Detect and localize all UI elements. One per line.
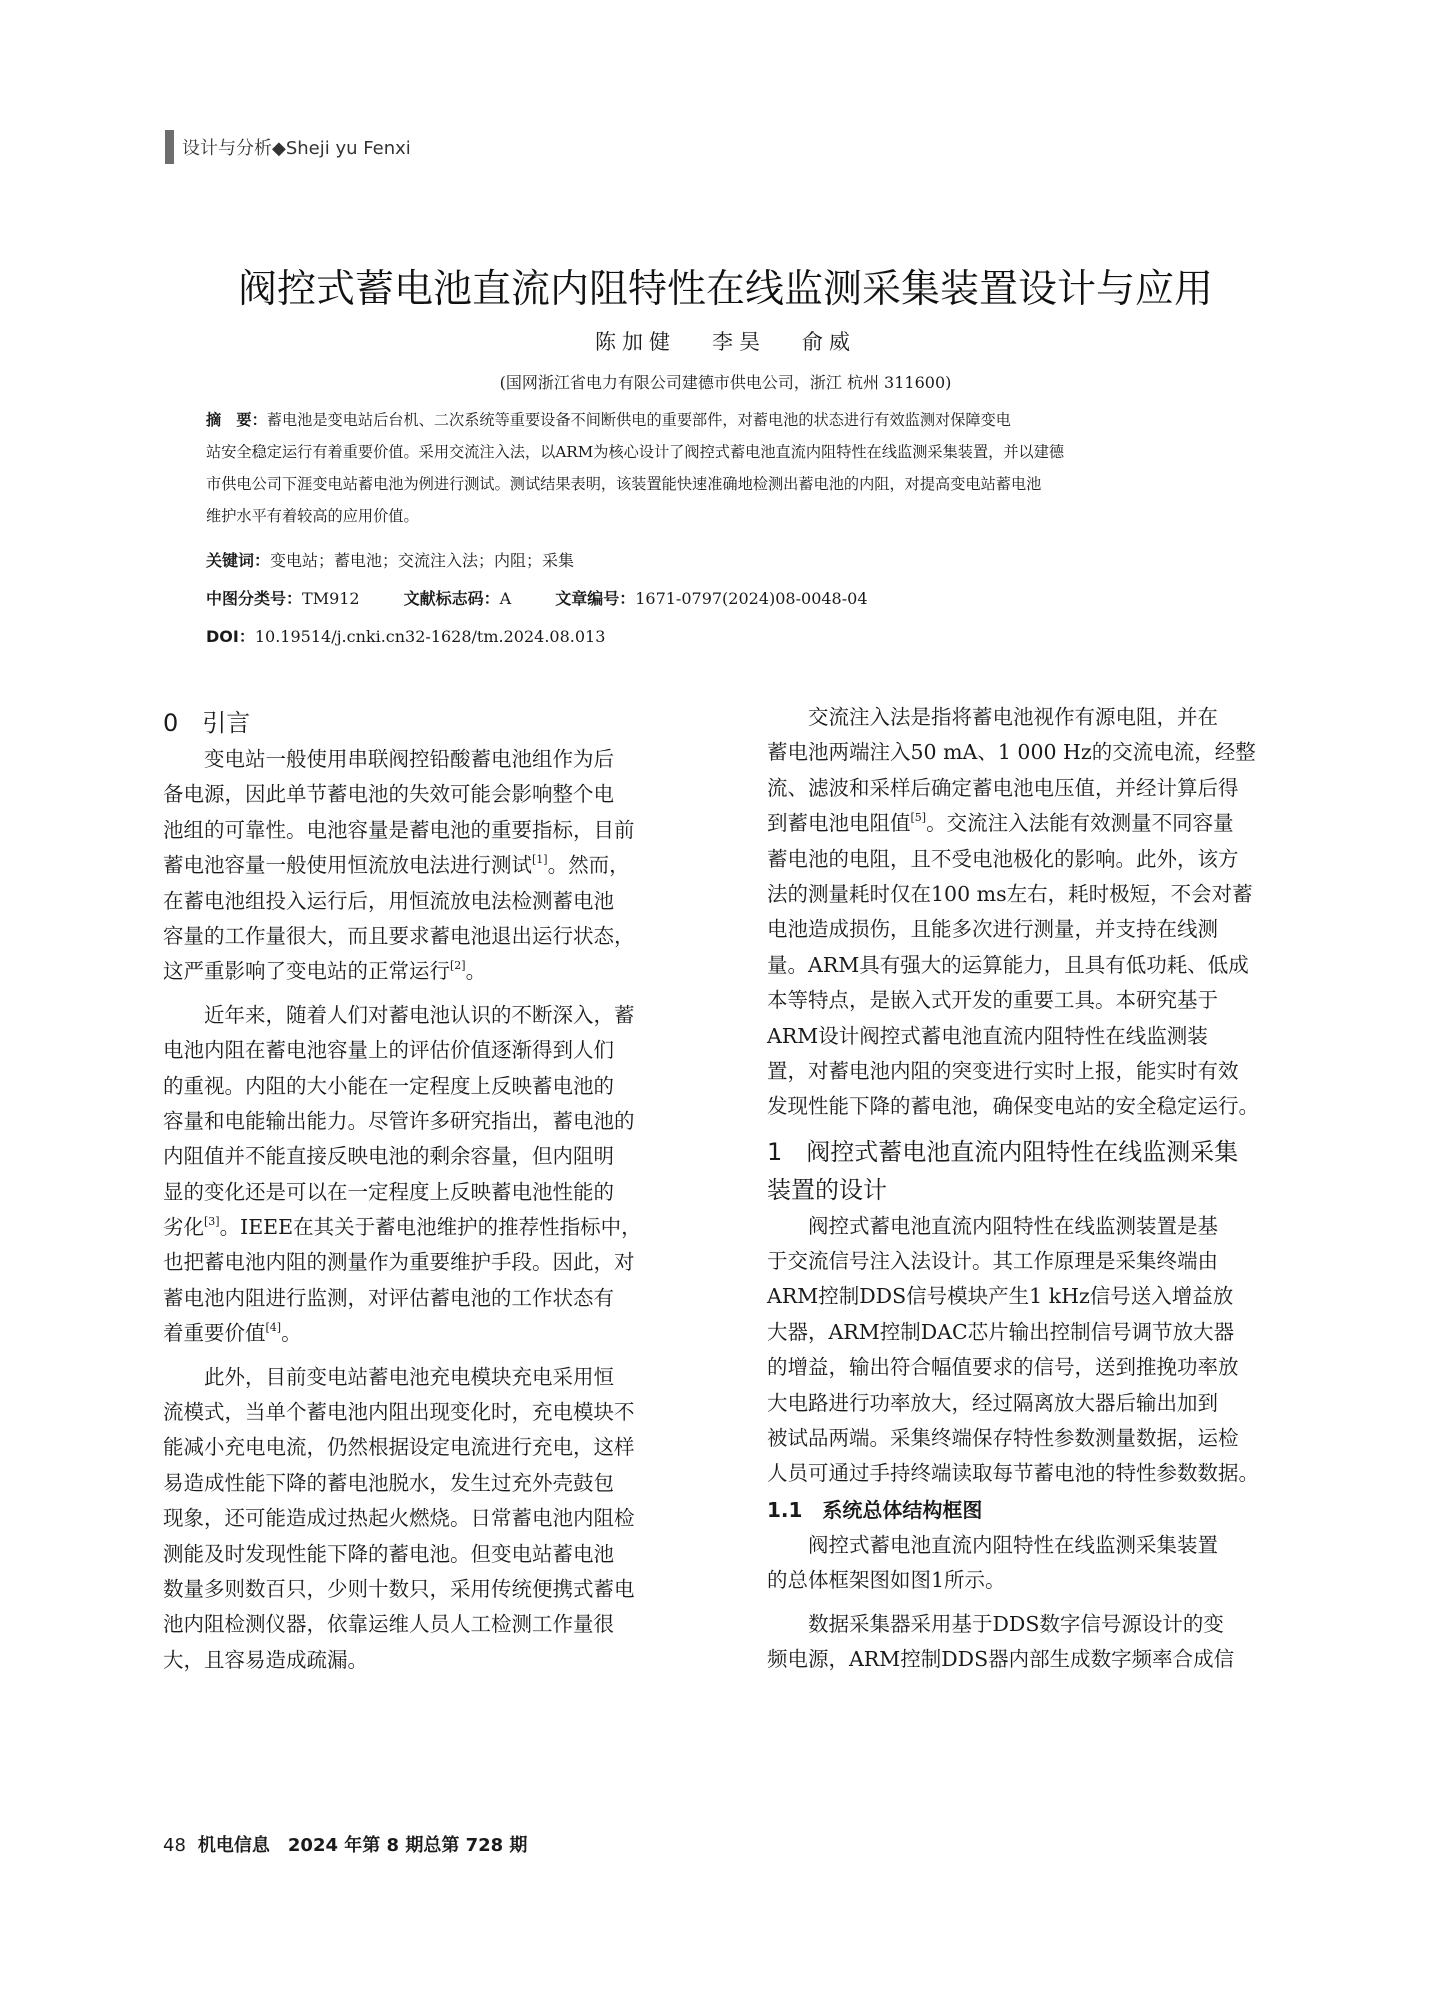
text-line: 大电路进行功率放大，经过隔离放大器后输出加到 bbox=[767, 1390, 1218, 1415]
abstract-line: 站安全稳定运行有着重要价值。采用交流注入法，以ARM为核心设计了阀控式蓄电池直流内阻特性在线监测采集装置，并以建德 bbox=[206, 443, 1065, 461]
text-line: 大，且容易造成疏漏。 bbox=[163, 1647, 368, 1672]
journal-info: 机电信息 2024 年第 8 期总第 728 期 bbox=[197, 1835, 528, 1856]
text-line: 池组的可靠性。电池容量是蓄电池的重要指标，目前 bbox=[163, 817, 635, 842]
text-line: 蓄电池两端注入50 mA、1 000 Hz的交流电流，经整 bbox=[767, 740, 1256, 765]
header-bar bbox=[165, 130, 174, 164]
text-line: 变电站一般使用串联阀控铅酸蓄电池组作为后 bbox=[204, 747, 614, 771]
text-line: ARM控制DDS信号模块产生1 kHz信号送入增益放 bbox=[767, 1284, 1234, 1309]
doi-value: 10.19514/j.cnki.cn32-1628/tm.2024.08.013 bbox=[254, 627, 606, 646]
section-header bbox=[165, 130, 411, 164]
classification bbox=[206, 586, 868, 609]
text-line: 容量和电能输出能力。尽管许多研究指出，蓄电池的 bbox=[163, 1108, 635, 1133]
keywords bbox=[206, 548, 574, 571]
text-line: 内阻值并不能直接反映电池的剩余容量，但内阻明 bbox=[163, 1144, 614, 1169]
text-line: 近年来，随着人们对蓄电池认识的不断深入，蓄 bbox=[204, 1002, 635, 1027]
text-line: 电池内阻在蓄电池容量上的评估价值逐渐得到人们 bbox=[163, 1038, 614, 1063]
text-line: 蓄电池的电阻，且不受电池极化的影响。此外，该方 bbox=[767, 846, 1239, 871]
text-line: ARM设计阀控式蓄电池直流内阻特性在线监测装 bbox=[767, 1023, 1208, 1048]
text-line: 此外，目前变电站蓄电池充电模块充电采用恒 bbox=[204, 1364, 614, 1389]
doi bbox=[206, 624, 605, 647]
clc-label: 中图分类号： bbox=[206, 589, 303, 608]
citation-ref: [2] bbox=[450, 959, 466, 973]
text-line bbox=[163, 1316, 733, 1351]
text-line: 数量多则数百只，少则十数只，采用传统便携式蓄电 bbox=[163, 1576, 635, 1601]
text-line: 显的变化还是可以在一定程度上反映蓄电池性能的 bbox=[163, 1179, 614, 1204]
text-line: 数据采集器采用基于DDS数字信号源设计的变 bbox=[808, 1611, 1224, 1636]
text: 蓄电池容量一般使用恒流放电法进行测试 bbox=[163, 853, 532, 878]
text: 。然而， bbox=[547, 853, 630, 878]
section-label: 设计与分析◆Sheji yu Fenxi bbox=[182, 138, 411, 159]
text-line: 发现性能下降的蓄电池，确保变电站的安全稳定运行。 bbox=[767, 1094, 1259, 1119]
text-line: 的增益，输出符合幅值要求的信号，送到推挽功率放 bbox=[767, 1355, 1239, 1380]
right-column bbox=[767, 700, 1337, 1677]
text-line: 置，对蓄电池内阻的突变进行实时上报，能实时有效 bbox=[767, 1058, 1239, 1083]
page-footer bbox=[163, 1831, 527, 1857]
text: 这严重影响了变电站的正常运行 bbox=[163, 959, 450, 984]
clc-value: TM912 bbox=[302, 589, 360, 608]
text-line: 量。ARM具有强大的运算能力，且具有低功耗、低成 bbox=[767, 952, 1249, 977]
doc-code-value: A bbox=[499, 589, 512, 608]
doc-code-label: 文献标志码： bbox=[403, 589, 500, 608]
text-line: 测能及时发现性能下降的蓄电池。但变电站蓄电池 bbox=[163, 1541, 614, 1566]
text-line: 现象，还可能造成过热起火燃烧。日常蓄电池内阻检 bbox=[163, 1506, 635, 1531]
text-line: 在蓄电池组投入运行后，用恒流放电法检测蓄电池 bbox=[163, 888, 614, 913]
text-line: 流模式，当单个蓄电池内阻出现变化时，充电模块不 bbox=[163, 1400, 635, 1425]
author-1: 陈加健 bbox=[595, 330, 676, 354]
left-column bbox=[163, 704, 733, 1678]
text-line: 大器，ARM控制DAC芯片输出控制信号调节放大器 bbox=[767, 1319, 1235, 1344]
keywords-label: 关键词： bbox=[206, 551, 271, 570]
text-line: 流、滤波和采样后确定蓄电池电压值，并经计算后得 bbox=[767, 775, 1239, 800]
text-line: 阀控式蓄电池直流内阻特性在线监测采集装置 bbox=[808, 1532, 1218, 1557]
abstract bbox=[206, 404, 1331, 532]
text-line: 能减小充电电流，仍然根据设定电流进行充电，这样 bbox=[163, 1435, 635, 1460]
text-line bbox=[163, 954, 733, 989]
text-line: 蓄电池内阻进行监测，对评估蓄电池的工作状态有 bbox=[163, 1285, 614, 1310]
keywords-text: 变电站；蓄电池；交流注入法；内阻；采集 bbox=[270, 551, 575, 570]
text-line: 本等特点，是嵌入式开发的重要工具。本研究基于 bbox=[767, 988, 1218, 1013]
text-line: 阀控式蓄电池直流内阻特性在线监测装置是基 bbox=[808, 1213, 1218, 1238]
citation-ref: [4] bbox=[265, 1321, 282, 1335]
text: 着重要价值 bbox=[163, 1321, 266, 1346]
citation-ref: [5] bbox=[910, 811, 927, 825]
abstract-line: 市供电公司下涯变电站蓄电池为例进行测试。测试结果表明，该装置能快速准确地检测出蓄电池的内阻，对提高变电站蓄电池 bbox=[206, 475, 1042, 493]
text-line: 容量的工作量很大，而且要求蓄电池退出运行状态， bbox=[163, 923, 635, 948]
text-line: 池内阻检测仪器，依靠运维人员人工检测工作量很 bbox=[163, 1612, 614, 1637]
author-3: 俞威 bbox=[802, 330, 856, 354]
text: 。 bbox=[465, 959, 487, 984]
text-line: 也把蓄电池内阻的测量作为重要维护手段。因此，对 bbox=[163, 1250, 635, 1275]
article-number-value: 1671-0797(2024)08-0048-04 bbox=[635, 589, 868, 608]
text-line: 电池造成损伤，且能多次进行测量，并支持在线测 bbox=[767, 917, 1218, 942]
article-number-label: 文章编号： bbox=[555, 589, 636, 608]
text: 。IEEE在其关于蓄电池维护的推荐性指标中， bbox=[219, 1215, 642, 1240]
abstract-line: 蓄电池是变电站后台机、二次系统等重要设备不间断供电的重要部件，对蓄电池的状态进行有效监测对保障变电 bbox=[266, 411, 1011, 429]
text-line: 于交流信号注入法设计。其工作原理是采集终端由 bbox=[767, 1249, 1218, 1274]
text-line: 的总体框架图如图1所示。 bbox=[767, 1568, 1006, 1593]
abstract-line: 维护水平有着较高的应用价值。 bbox=[206, 507, 419, 525]
author-2: 李昊 bbox=[712, 330, 766, 354]
section-heading-intro: 0 引言 bbox=[163, 709, 251, 737]
text: 。 bbox=[281, 1321, 302, 1346]
text-line bbox=[767, 806, 1337, 841]
affiliation: (国网浙江省电力有限公司建德市供电公司，浙江 杭州 311600) bbox=[499, 373, 952, 392]
text: 到蓄电池电阻值 bbox=[767, 811, 911, 836]
text-line: 易造成性能下降的蓄电池脱水，发生过充外壳鼓包 bbox=[163, 1470, 614, 1495]
authors bbox=[0, 326, 1451, 356]
citation-ref: [3] bbox=[204, 1215, 220, 1229]
text-line: 交流注入法是指将蓄电池视作有源电阻，并在 bbox=[808, 705, 1218, 729]
citation-ref: [1] bbox=[532, 853, 548, 867]
text-line: 被试品两端。采集终端保存特性参数测量数据，运检 bbox=[767, 1426, 1239, 1451]
text-line bbox=[163, 848, 733, 883]
text: 劣化 bbox=[163, 1215, 204, 1240]
section-heading-design: 1 阀控式蓄电池直流内阻特性在线监测采集 bbox=[767, 1137, 1239, 1166]
text-line bbox=[163, 1210, 733, 1245]
text-line: 人员可通过手持终端读取每节蓄电池的特性参数数据。 bbox=[767, 1461, 1259, 1486]
section-heading-design-cont: 装置的设计 bbox=[767, 1175, 887, 1204]
text: 。交流注入法能有效测量不同容量 bbox=[926, 811, 1234, 836]
subsection-heading: 1.1 系统总体结构框图 bbox=[767, 1497, 983, 1522]
page-number: 48 bbox=[163, 1835, 186, 1856]
abstract-label: 摘 要： bbox=[206, 411, 267, 429]
text-line: 的重视。内阻的大小能在一定程度上反映蓄电池的 bbox=[163, 1073, 614, 1098]
text-line: 法的测量耗时仅在100 ms左右，耗时极短，不会对蓄 bbox=[767, 881, 1253, 906]
paper-title: 阀控式蓄电池直流内阻特性在线监测采集装置设计与应用 bbox=[237, 267, 1213, 312]
doi-label: DOI： bbox=[206, 627, 255, 646]
text-line: 备电源，因此单节蓄电池的失效可能会影响整个电 bbox=[163, 782, 614, 807]
text-line: 频电源，ARM控制DDS器内部生成数字频率合成信 bbox=[767, 1646, 1235, 1671]
